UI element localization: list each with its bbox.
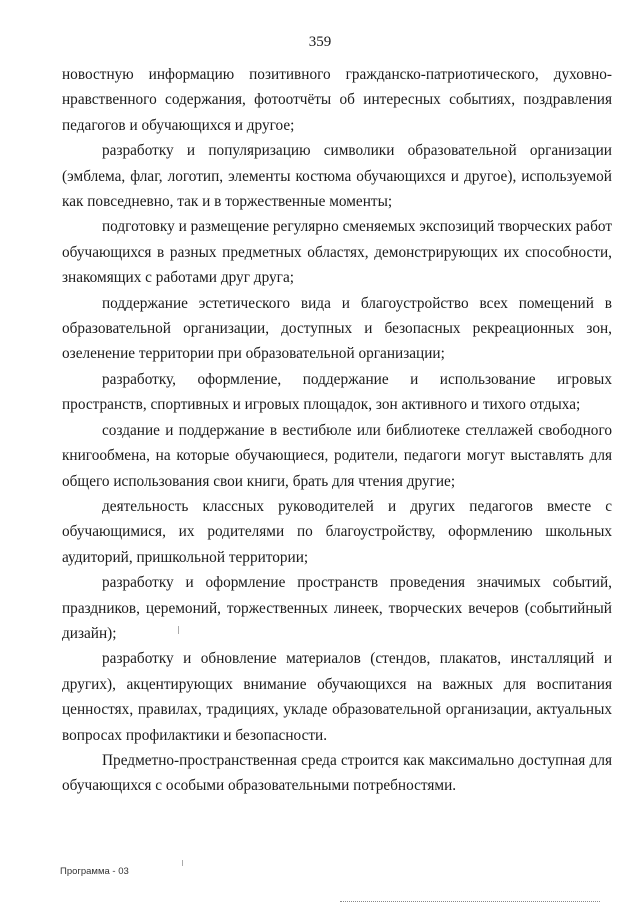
footer-label: Программа - 03 xyxy=(60,866,129,877)
paragraph-1: новостную информацию позитивного гражданско-патриотического, духовно-нравственного содержания, фотоотчёты об интересных событиях, поздравления педагогов и обучающихся и другое; xyxy=(62,66,612,134)
paragraph-9: разработку и обновление материалов (стендов, плакатов, инсталляций и других), акцентирующих внимание обучающихся на важных для воспитания ценностях, правилах, традициях, укладе образовательной организации, актуальных вопросах профилактики и безопасности. xyxy=(62,650,612,744)
paragraph-10: Предметно-пространственная среда строится как максимально доступная для обучающихся с особыми образовательными потребностями. xyxy=(62,751,612,795)
bottom-divider xyxy=(340,901,600,902)
paragraph-6: создание и поддержание в вестибюле или библиотеке стеллажей свободного книгообмена, на которые обучающиеся, родители, педагоги могут выставлять для общего использования свои книги, брать для чтения другие; xyxy=(62,421,612,490)
page-number: 359 xyxy=(308,34,332,50)
paragraph-2: разработку и популяризацию символики образовательной организации (эмблема, флаг, логотип, элементы костюма обучающихся и другое), используемой как повседневно, так и в торжественные моменты; xyxy=(62,142,612,211)
body-text xyxy=(62,62,612,799)
paragraph-3: подготовку и размещение регулярно сменяемых экспозиций творческих работ обучающихся в разных предметных областях, демонстрирующих их способности, знакомящих с работами друг друга; xyxy=(62,218,612,287)
scan-artifact-mark xyxy=(178,626,179,634)
paragraph-8: разработку и оформление пространств проведения значимых событий, праздников, церемоний, торжественных линеек, творческих вечеров (событийный дизайн); xyxy=(62,574,612,642)
paragraph-4: поддержание эстетического вида и благоустройство всех помещений в образовательной организации, доступных и безопасных рекреационных зон, озеленение территории при образовательной организации; xyxy=(62,294,612,363)
paragraph-5: разработку, оформление, поддержание и использование игровых пространств, спортивных и игровых площадок, зон активного и тихого отдыха; xyxy=(62,370,612,414)
scan-artifact-mark xyxy=(182,860,183,866)
paragraph-7: деятельность классных руководителей и других педагогов вместе с обучающимися, их родителями по благоустройству, оформлению школьных аудиторий, пришкольной территории; xyxy=(62,497,612,566)
